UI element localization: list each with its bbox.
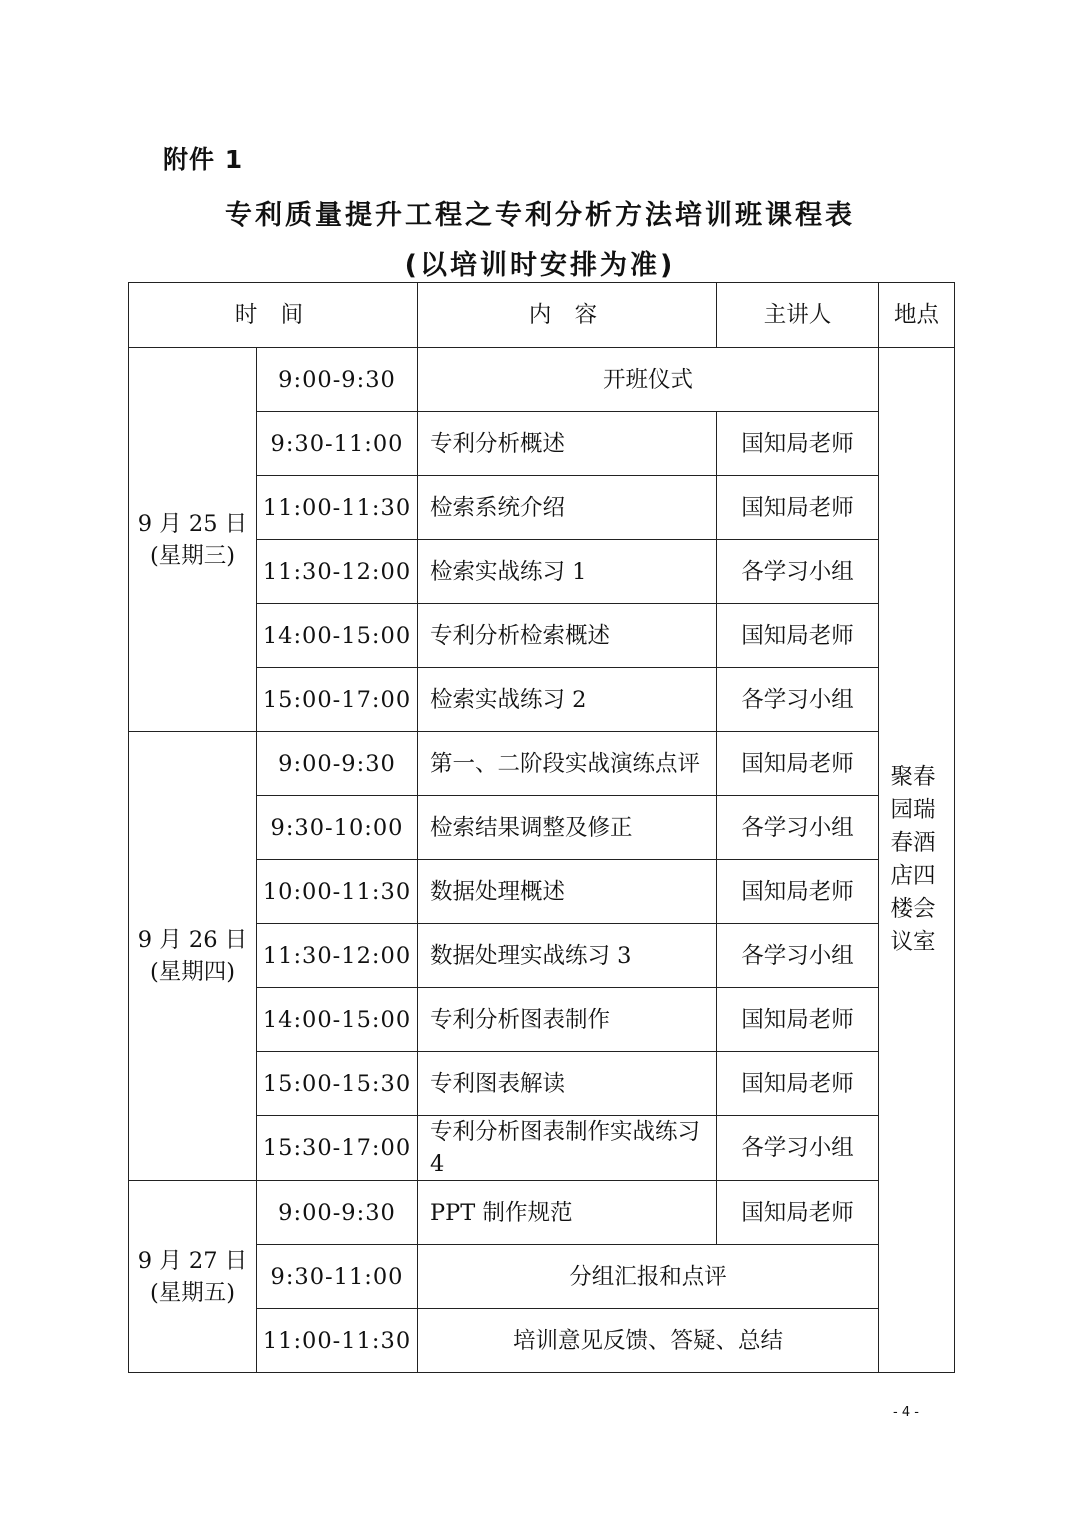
session-time: 9:30-11:00 (257, 412, 418, 476)
header-content: 内 容 (418, 283, 717, 348)
session-time: 10:00-11:30 (257, 860, 418, 924)
day-date: 9 月 27 日 (137, 1247, 248, 1274)
session-content: 检索实战练习 2 (418, 668, 717, 732)
session-time: 14:00-15:00 (257, 604, 418, 668)
session-time: 9:00-9:30 (257, 1181, 418, 1245)
session-content: 专利分析概述 (418, 412, 717, 476)
session-time: 15:00-17:00 (257, 668, 418, 732)
session-speaker: 国知局老师 (717, 412, 879, 476)
session-speaker: 国知局老师 (717, 732, 879, 796)
day-date: 9 月 26 日 (137, 927, 248, 953)
session-time: 15:30-17:00 (257, 1116, 418, 1181)
page-number: - 4 - (893, 1405, 919, 1420)
session-time: 9:30-10:00 (257, 796, 418, 860)
day-weekday: (星期三) (149, 542, 236, 569)
session-time: 11:30-12:00 (257, 924, 418, 988)
table-header-row (129, 283, 955, 348)
session-content: 专利图表解读 (418, 1052, 717, 1116)
session-time: 9:00-9:30 (257, 348, 418, 412)
day-date-cell (129, 348, 257, 732)
table-row (129, 732, 955, 796)
table-row (129, 1181, 955, 1245)
session-content: PPT 制作规范 (418, 1181, 717, 1245)
header-speaker: 主讲人 (717, 283, 879, 348)
session-content: 数据处理概述 (418, 860, 717, 924)
day-date: 9 月 25 日 (137, 510, 248, 537)
session-speaker: 国知局老师 (717, 476, 879, 540)
session-speaker: 各学习小组 (717, 1116, 879, 1181)
document-subtitle: (以培训时安排为准) (404, 250, 676, 281)
header-time: 时 间 (129, 283, 418, 348)
day-weekday: (星期五) (149, 1279, 236, 1306)
day-date-cell (129, 1181, 257, 1373)
session-time: 9:30-11:00 (257, 1245, 418, 1309)
session-content: 第一、二阶段实战演练点评 (418, 732, 717, 796)
session-speaker: 各学习小组 (717, 668, 879, 732)
document-title: 专利质量提升工程之专利分析方法培训班课程表 (225, 200, 855, 231)
session-time: 14:00-15:00 (257, 988, 418, 1052)
session-time: 11:30-12:00 (257, 540, 418, 604)
session-time: 9:00-9:30 (257, 732, 418, 796)
session-speaker: 各学习小组 (717, 796, 879, 860)
session-time: 11:00-11:30 (257, 1309, 418, 1373)
session-speaker: 国知局老师 (717, 988, 879, 1052)
location-text: 聚春园瑞春酒店四楼会议室 (890, 764, 936, 955)
session-content: 专利分析图表制作实战练习 4 (418, 1116, 717, 1181)
session-content: 检索实战练习 1 (418, 540, 717, 604)
day-date-cell (129, 732, 257, 1181)
session-speaker: 各学习小组 (717, 540, 879, 604)
session-content: 专利分析检索概述 (418, 604, 717, 668)
header-location: 地点 (879, 283, 955, 348)
day-weekday: (星期四) (149, 959, 236, 985)
session-time: 11:00-11:30 (257, 476, 418, 540)
session-content: 检索系统介绍 (418, 476, 717, 540)
annex-label: 附件 1 (163, 145, 244, 174)
session-content: 专利分析图表制作 (418, 988, 717, 1052)
session-speaker: 国知局老师 (717, 604, 879, 668)
session-content: 培训意见反馈、答疑、总结 (418, 1309, 879, 1373)
session-speaker: 国知局老师 (717, 1181, 879, 1245)
session-speaker: 国知局老师 (717, 860, 879, 924)
session-content: 检索结果调整及修正 (418, 796, 717, 860)
session-content: 分组汇报和点评 (418, 1245, 879, 1309)
session-speaker: 各学习小组 (717, 924, 879, 988)
location-cell (879, 348, 955, 1373)
session-time: 15:00-15:30 (257, 1052, 418, 1116)
session-content: 开班仪式 (418, 348, 879, 412)
schedule-table (128, 282, 955, 1373)
session-content: 数据处理实战练习 3 (418, 924, 717, 988)
table-row (129, 348, 955, 412)
session-speaker: 国知局老师 (717, 1052, 879, 1116)
